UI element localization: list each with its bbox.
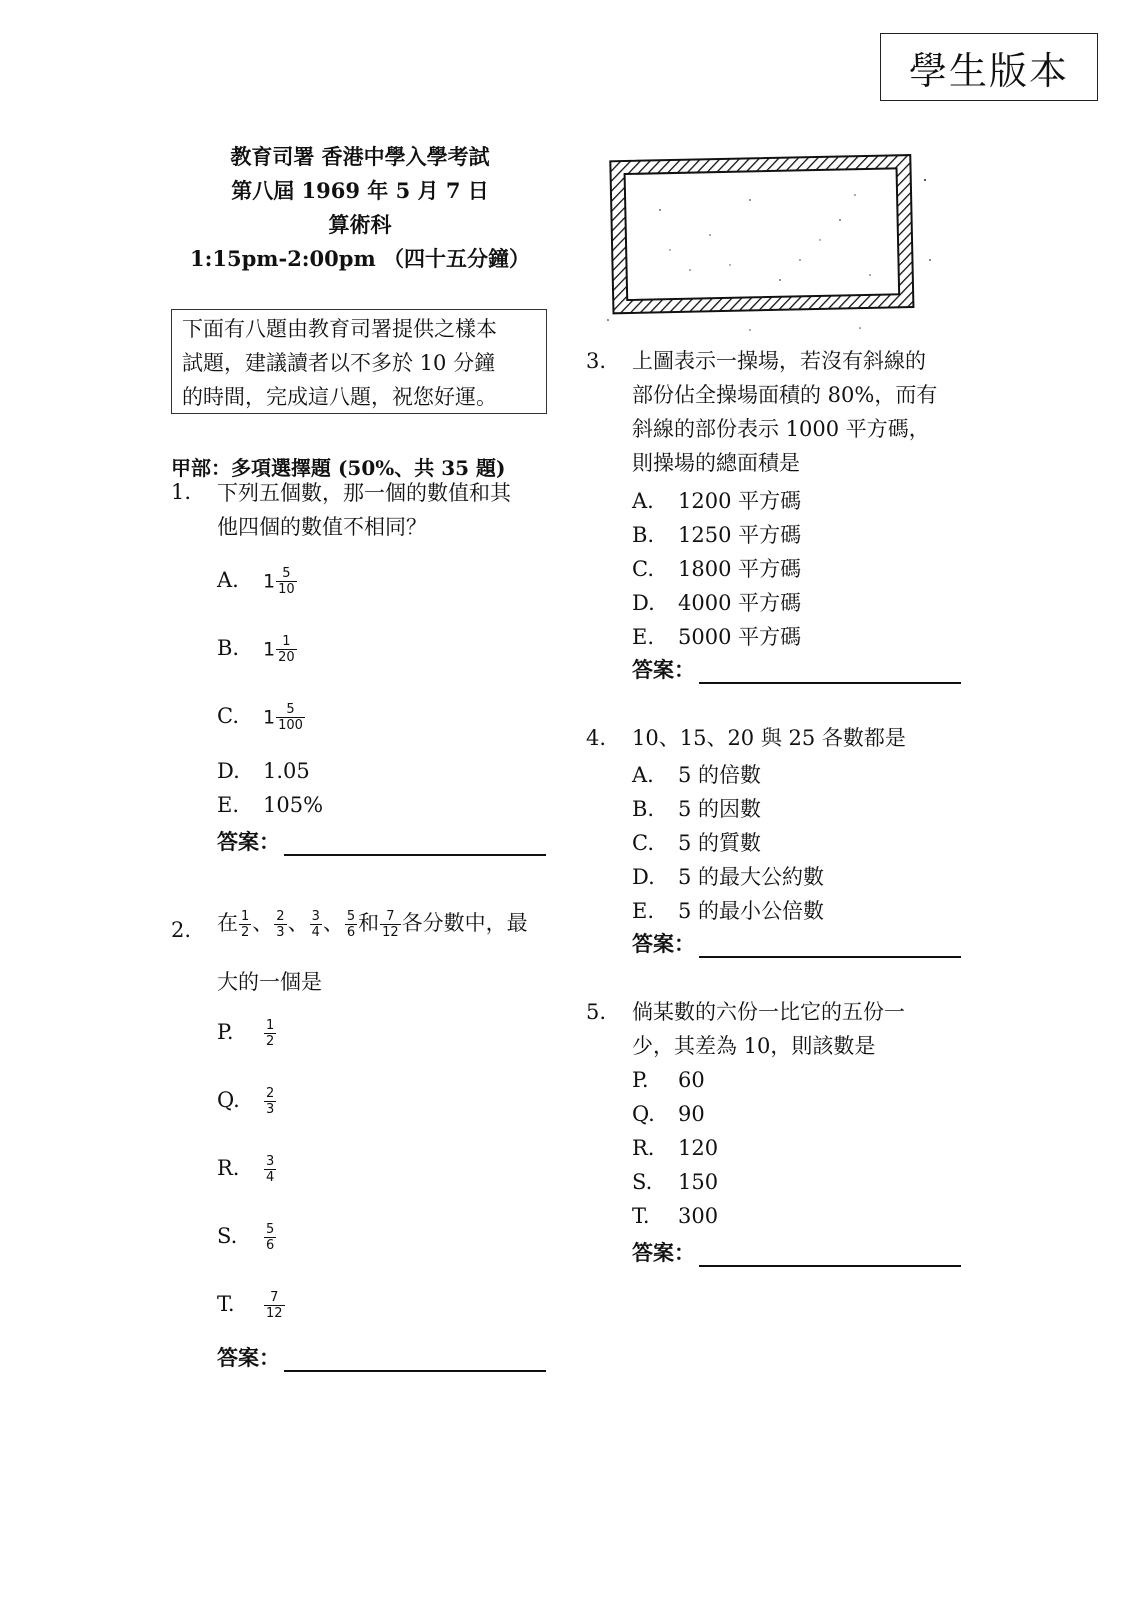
denominator: 10 [278,582,295,597]
q3-answer [632,654,961,684]
playground-figure [600,140,940,340]
option-text: 5000 平方碼 [678,625,802,649]
option-text: 1.05 [263,759,310,783]
q2-fraction [380,909,401,940]
q2-option-r[interactable] [217,1154,277,1185]
option-fraction [264,1154,276,1185]
answer-label: 答案： [632,657,695,682]
q1-option-a[interactable] [217,566,298,597]
numerator: 2 [276,909,285,924]
denominator: 100 [278,718,303,733]
option-label: D. [217,759,240,783]
q3-option-b[interactable] [632,519,801,549]
numerator: 1 [282,634,291,649]
q3-text [632,344,937,480]
q1-text [217,476,511,544]
option-label: T. [217,1292,235,1316]
denominator: 4 [266,1170,275,1185]
q2-fraction [310,909,322,940]
numerator: 1 [266,1018,275,1033]
q2-fraction [274,909,286,940]
denominator: 6 [346,925,356,940]
q2-answer [217,1342,546,1372]
option-text: 105% [263,793,324,817]
q1-line-1: 下列五個數，那一個的數值和其 [217,481,511,505]
q2-option-q[interactable] [217,1086,277,1117]
option-label: C. [217,704,239,728]
denominator: 3 [266,1102,275,1117]
option-label: Q. [217,1088,240,1112]
denominator: 2 [266,1034,275,1049]
q3-option-a[interactable] [632,485,801,515]
option-text: 5 的質數 [678,831,762,855]
option-text: 1800 平方碼 [678,557,802,581]
note-line-3: 的時間，完成這八題，祝您好運。 [182,385,497,409]
q3-line-4: 則操場的總面積是 [632,451,800,475]
answer-label: 答案： [217,1345,280,1370]
numerator: 2 [266,1086,275,1101]
option-fraction [276,566,297,597]
option-label: S. [217,1224,238,1248]
option-text: 4000 平方碼 [678,591,802,615]
numerator: 7 [270,1290,279,1305]
q2-separator: 、 [252,911,274,935]
q2-fraction [239,909,251,940]
option-text: 5 的最大公約數 [678,865,825,889]
option-fraction [264,1018,276,1049]
q2-separator: 、 [322,911,344,935]
option-whole: 1 [263,638,276,661]
q3-option-c[interactable] [632,553,801,583]
q5-option-q[interactable] [632,1102,705,1126]
option-text: 150 [678,1170,719,1194]
q2-line-2: 大的一個是 [217,970,322,994]
q5-number: 5. [586,1000,607,1024]
q5-option-s[interactable] [632,1170,718,1194]
q2-fraction [345,909,357,940]
numerator: 5 [286,702,295,717]
q3-option-d[interactable] [632,587,801,617]
q4-line-1: 10、15、20 與 25 各數都是 [632,726,906,750]
q3-number: 3. [586,349,607,373]
option-whole: 1 [263,570,276,593]
denominator: 12 [266,1306,283,1321]
q4-option-a[interactable] [632,759,761,789]
option-label: P. [632,1068,649,1092]
exam-header [170,140,550,276]
option-label: R. [632,1136,655,1160]
q1-option-c[interactable] [217,702,306,733]
option-label: A. [632,489,654,513]
version-label: 學生版本 [880,33,1098,101]
answer-label: 答案： [632,931,695,956]
option-label: E. [632,899,655,923]
option-label: D. [632,591,655,615]
unshaded-area [625,168,900,300]
q4-option-e[interactable] [632,895,824,925]
q2-prefix: 在 [217,911,238,935]
option-text: 1200 平方碼 [678,489,802,513]
q2-separator: 、 [287,911,309,935]
q2-option-s[interactable] [217,1222,277,1253]
option-label: B. [217,636,240,660]
option-fraction [264,1290,285,1321]
numerator: 1 [241,909,250,924]
numerator: 5 [346,909,356,924]
numerator: 3 [266,1154,275,1169]
denominator: 2 [241,925,250,940]
note-line-2: 試題，建議讀者以不多於 10 分鐘 [182,351,496,375]
option-label: T. [632,1204,650,1228]
option-label: B. [632,797,655,821]
denominator: 6 [266,1238,275,1253]
q5-line-2: 少，其差為 10，則該數是 [632,1034,876,1058]
q2-option-t[interactable] [217,1290,286,1321]
option-label: R. [217,1156,240,1180]
option-fraction [276,634,297,665]
q1-option-b[interactable] [217,634,298,665]
q2-option-p[interactable] [217,1018,277,1049]
q4-number: 4. [586,726,607,750]
option-text: 60 [678,1068,705,1092]
q3-line-1: 上圖表示一操場，若沒有斜線的 [632,349,926,373]
answer-blank[interactable] [284,1346,546,1372]
answer-label: 答案： [632,1240,695,1265]
option-label: P. [217,1020,234,1044]
option-label: S. [632,1170,653,1194]
option-label: E. [632,625,655,649]
option-label: A. [217,568,239,592]
q4-option-c[interactable] [632,827,761,857]
answer-blank[interactable] [699,1241,961,1267]
q4-option-d[interactable] [632,861,824,891]
option-text: 5 的因數 [678,797,762,821]
q5-text [632,995,905,1063]
q2-number: 2. [171,918,192,942]
numerator: 5 [266,1222,275,1237]
q2-line-1 [217,906,528,940]
q1-line-2: 他四個的數值不相同？ [217,515,427,539]
q1-number: 1. [171,480,192,504]
header-line-1: 教育司署 香港中學入學考試 [230,144,490,169]
header-line-4: 1:15pm-2:00pm （四十五分鐘） [189,246,530,271]
option-text: 300 [678,1204,719,1228]
header-line-2: 第八屆 1969 年 5 月 7 日 [231,178,489,203]
answer-label: 答案： [217,829,280,854]
option-text: 1250 平方碼 [678,523,802,547]
option-whole: 1 [263,706,276,729]
q5-answer [632,1237,961,1267]
option-fraction [276,702,305,733]
answer-blank[interactable] [284,830,546,856]
option-fraction [264,1086,276,1117]
option-text: 90 [678,1102,705,1126]
q5-line-1: 倘某數的六份一比它的五份一 [632,1000,905,1024]
q2-and: 和 [358,911,380,935]
option-label: C. [632,831,654,855]
instruction-note [171,309,547,414]
option-label: A. [632,763,654,787]
option-label: E. [217,793,240,817]
q4-option-b[interactable] [632,793,761,823]
section-title: 甲部：多項選擇題 (50%、共 35 題) [171,456,506,480]
q5-option-t[interactable] [632,1204,718,1228]
q1-option-e[interactable] [217,793,323,817]
q5-option-r[interactable] [632,1136,718,1160]
answer-blank[interactable] [699,658,961,684]
answer-blank[interactable] [699,932,961,958]
option-text: 5 的最小公倍數 [678,899,825,923]
option-label: C. [632,557,654,581]
q1-option-d[interactable] [217,759,310,783]
denominator: 20 [278,650,295,665]
option-label: D. [632,865,655,889]
numerator: 3 [311,909,320,924]
q3-line-2: 部份佔全操場面積的 80%，而有 [632,383,938,407]
denominator: 4 [311,925,320,940]
q1-answer [217,826,546,856]
option-label: B. [632,523,655,547]
option-text: 120 [678,1136,719,1160]
q5-option-p[interactable] [632,1068,705,1092]
q3-line-3: 斜線的部份表示 1000 平方碼， [632,417,930,441]
denominator: 12 [382,925,399,940]
option-fraction [264,1222,276,1253]
q3-option-e[interactable] [632,621,801,651]
q4-answer [632,928,961,958]
numerator: 7 [386,909,395,924]
q2-suffix: 各分數中，最 [401,911,528,935]
note-line-1: 下面有八題由教育司署提供之樣本 [182,317,497,341]
denominator: 3 [276,925,285,940]
numerator: 5 [282,566,291,581]
option-label: Q. [632,1102,655,1126]
header-line-3: 算術科 [328,212,392,237]
option-text: 5 的倍數 [678,763,762,787]
